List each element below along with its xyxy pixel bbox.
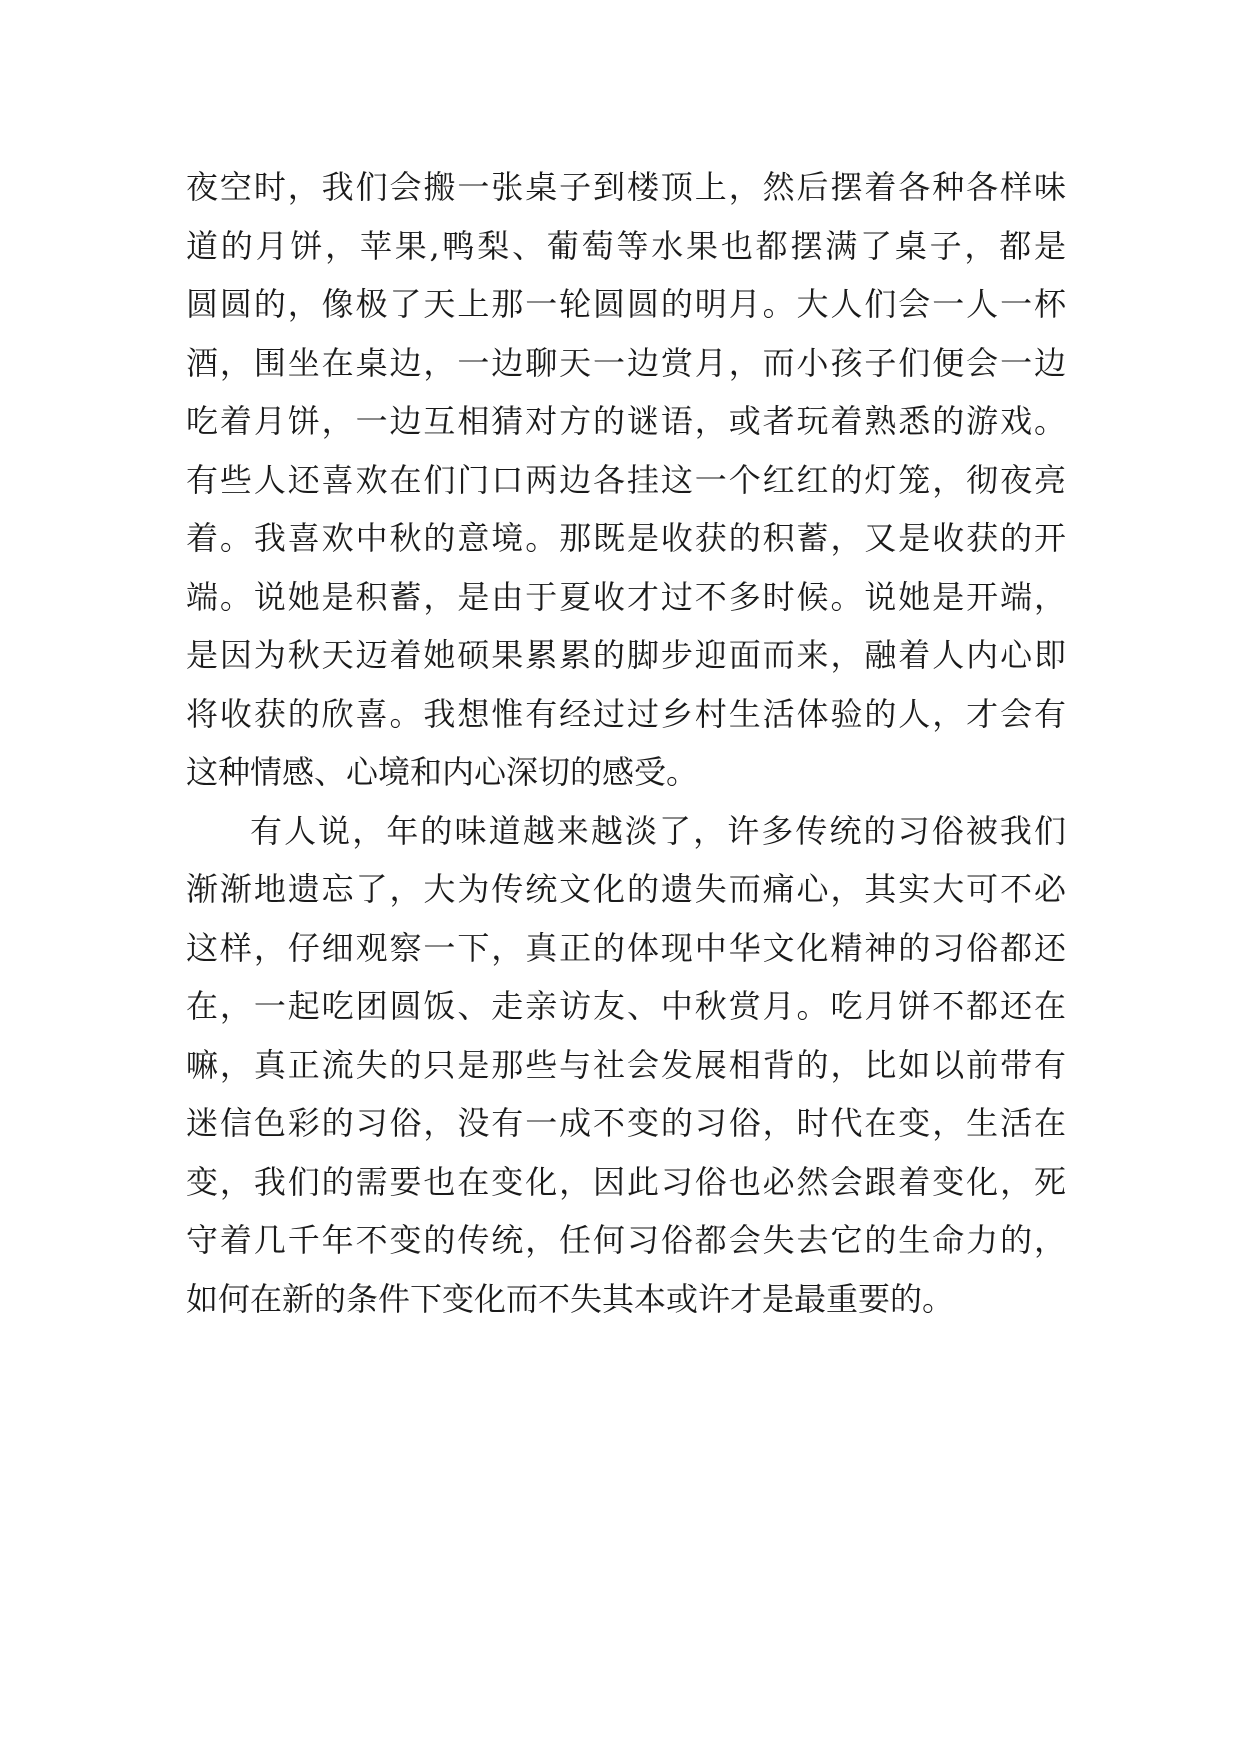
text-line: 吃着月饼，一边互相猜对方的谜语，或者玩着熟悉的游戏。 xyxy=(186,402,1066,440)
text-line: 酒，围坐在桌边，一边聊天一边赏月，而小孩子们便会一边 xyxy=(186,343,1066,382)
paragraph-2 xyxy=(186,802,1066,1329)
document-body xyxy=(186,158,1066,1328)
text-line: 变，我们的需要也在变化，因此习俗也必然会跟着变化，死 xyxy=(186,1162,1066,1201)
paragraph-1 xyxy=(186,158,1066,802)
text-line: 夜空时，我们会搬一张桌子到楼顶上，然后摆着各种各样味 xyxy=(186,168,1066,206)
text-line: 这样，仔细观察一下，真正的体现中华文化精神的习俗都还 xyxy=(186,928,1066,967)
text-line: 如何在新的条件下变化而不失其本或许才是最重要的。 xyxy=(186,1279,955,1318)
text-line: 渐渐地遗忘了，大为传统文化的遗失而痛心，其实大可不必 xyxy=(186,870,1066,908)
text-line: 守着几千年不变的传统，任何习俗都会失去它的生命力的， xyxy=(186,1221,1066,1259)
text-line: 着。我喜欢中秋的意境。那既是收获的积蓄，又是收获的开 xyxy=(186,519,1066,557)
text-line: 在，一起吃团圆饭、走亲访友、中秋赏月。吃月饼不都还在 xyxy=(186,987,1066,1025)
text-line: 有人说，年的味道越来越淡了，许多传统的习俗被我们 xyxy=(250,811,1066,850)
text-line: 端。说她是积蓄，是由于夏收才过不多时候。说她是开端， xyxy=(186,577,1066,616)
text-line: 是因为秋天迈着她硕果累累的脚步迎面而来，融着人内心即 xyxy=(186,636,1066,674)
text-line: 有些人还喜欢在们门口两边各挂这一个红红的灯笼，彻夜亮 xyxy=(186,460,1066,499)
text-line: 圆圆的，像极了天上那一轮圆圆的明月。大人们会一人一杯 xyxy=(186,285,1066,323)
text-line: 迷信色彩的习俗，没有一成不变的习俗，时代在变，生活在 xyxy=(186,1104,1066,1142)
text-line: 道的月饼，苹果,鸭梨、葡萄等水果也都摆满了桌子，都是 xyxy=(186,226,1066,265)
text-line: 嘛，真正流失的只是那些与社会发展相背的，比如以前带有 xyxy=(186,1045,1066,1084)
text-line: 将收获的欣喜。我想惟有经过过乡村生活体验的人，才会有 xyxy=(186,694,1066,733)
text-line: 这种情感、心境和内心深切的感受。 xyxy=(186,753,699,791)
